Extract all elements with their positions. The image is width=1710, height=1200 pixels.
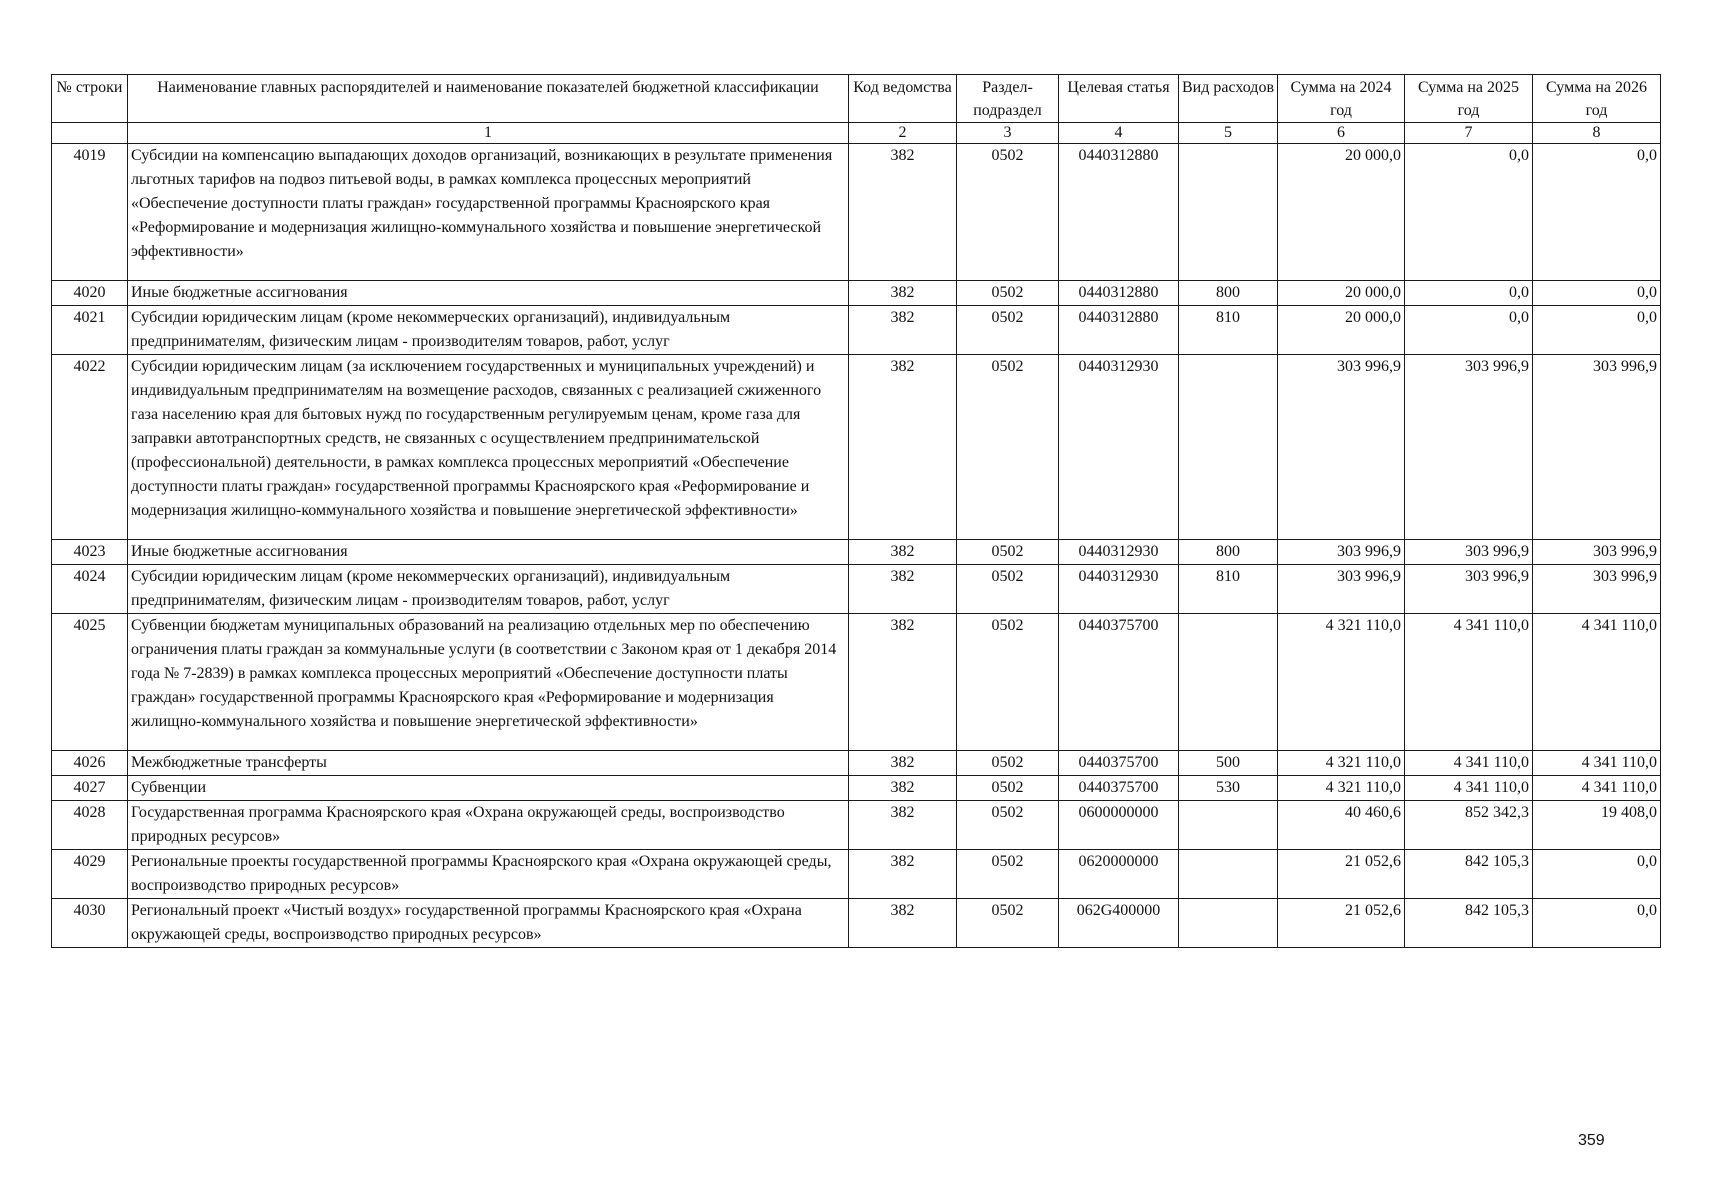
row-name: Региональный проект «Чистый воздух» государственной программы Красноярского края «Охрана окружающей среды, воспроизводство природных ресурсов» <box>128 899 849 948</box>
row-number: 4027 <box>52 776 128 801</box>
row-dept-code: 382 <box>849 281 957 306</box>
row-section: 0502 <box>957 355 1059 540</box>
row-dept-code: 382 <box>849 614 957 751</box>
row-name: Субсидии юридическим лицам (кроме некоммерческих организаций), индивидуальным предпринимателям, физическим лицам - производителям товаров, работ, услуг <box>128 565 849 614</box>
header-sum-2024: Сумма на 2024 год <box>1278 75 1405 123</box>
table-body <box>52 144 1661 948</box>
row-sum-2024: 303 996,9 <box>1278 355 1405 540</box>
row-dept-code: 382 <box>849 751 957 776</box>
table-row <box>52 565 1661 614</box>
row-sum-2026: 4 341 110,0 <box>1533 776 1661 801</box>
row-sum-2025: 4 341 110,0 <box>1405 614 1533 751</box>
row-section: 0502 <box>957 801 1059 850</box>
row-target: 0440312930 <box>1059 540 1179 565</box>
row-dept-code: 382 <box>849 565 957 614</box>
row-section: 0502 <box>957 306 1059 355</box>
column-number: 3 <box>957 123 1059 144</box>
row-expense-type <box>1179 144 1278 281</box>
row-section: 0502 <box>957 850 1059 899</box>
row-number: 4019 <box>52 144 128 281</box>
column-number: 2 <box>849 123 957 144</box>
row-number: 4026 <box>52 751 128 776</box>
row-section: 0502 <box>957 899 1059 948</box>
row-dept-code: 382 <box>849 306 957 355</box>
row-name: Иные бюджетные ассигнования <box>128 540 849 565</box>
row-target: 0600000000 <box>1059 801 1179 850</box>
table-row <box>52 850 1661 899</box>
row-target: 0440312880 <box>1059 281 1179 306</box>
row-target: 0440312930 <box>1059 355 1179 540</box>
column-number: 6 <box>1278 123 1405 144</box>
row-sum-2026: 303 996,9 <box>1533 565 1661 614</box>
header-dept-code: Код ведомства <box>849 75 957 123</box>
column-number: 1 <box>128 123 849 144</box>
cell-spacer <box>131 523 845 539</box>
row-sum-2026: 4 341 110,0 <box>1533 614 1661 751</box>
row-section: 0502 <box>957 565 1059 614</box>
row-sum-2025: 4 341 110,0 <box>1405 751 1533 776</box>
row-target: 0440312880 <box>1059 306 1179 355</box>
row-dept-code: 382 <box>849 540 957 565</box>
row-target: 0440312930 <box>1059 565 1179 614</box>
row-expense-type: 800 <box>1179 540 1278 565</box>
table-row <box>52 306 1661 355</box>
row-sum-2026: 0,0 <box>1533 281 1661 306</box>
row-expense-type: 800 <box>1179 281 1278 306</box>
row-expense-type: 530 <box>1179 776 1278 801</box>
row-sum-2025: 303 996,9 <box>1405 540 1533 565</box>
row-expense-type: 500 <box>1179 751 1278 776</box>
header-sum-2026: Сумма на 2026 год <box>1533 75 1661 123</box>
row-expense-type <box>1179 850 1278 899</box>
table-row <box>52 801 1661 850</box>
row-sum-2024: 303 996,9 <box>1278 565 1405 614</box>
table-row <box>52 776 1661 801</box>
row-section: 0502 <box>957 281 1059 306</box>
row-sum-2024: 21 052,6 <box>1278 899 1405 948</box>
page-number: 359 <box>1578 1132 1605 1149</box>
row-sum-2026: 0,0 <box>1533 144 1661 281</box>
header-row-no: № строки <box>52 75 128 123</box>
row-name: Государственная программа Красноярского края «Охрана окружающей среды, воспроизводство природных ресурсов» <box>128 801 849 850</box>
row-name: Региональные проекты государственной программы Красноярского края «Охрана окружающей среды, воспроизводство природных ресурсов» <box>128 850 849 899</box>
row-sum-2025: 0,0 <box>1405 281 1533 306</box>
row-sum-2024: 20 000,0 <box>1278 281 1405 306</box>
column-number: 8 <box>1533 123 1661 144</box>
row-dept-code: 382 <box>849 144 957 281</box>
row-dept-code: 382 <box>849 355 957 540</box>
header-target: Целевая статья <box>1059 75 1179 123</box>
budget-table <box>51 74 1661 948</box>
table-row <box>52 614 1661 751</box>
row-sum-2024: 303 996,9 <box>1278 540 1405 565</box>
row-target: 062G400000 <box>1059 899 1179 948</box>
row-name: Межбюджетные трансферты <box>128 751 849 776</box>
table-row <box>52 355 1661 540</box>
row-sum-2024: 20 000,0 <box>1278 306 1405 355</box>
header-expense-type: Вид расходов <box>1179 75 1278 123</box>
row-target: 0440375700 <box>1059 614 1179 751</box>
row-number: 4029 <box>52 850 128 899</box>
row-expense-type <box>1179 801 1278 850</box>
header-section: Раздел-подраздел <box>957 75 1059 123</box>
row-number: 4023 <box>52 540 128 565</box>
row-expense-type <box>1179 355 1278 540</box>
row-sum-2024: 20 000,0 <box>1278 144 1405 281</box>
row-section: 0502 <box>957 540 1059 565</box>
row-sum-2026: 0,0 <box>1533 850 1661 899</box>
row-sum-2025: 303 996,9 <box>1405 355 1533 540</box>
row-dept-code: 382 <box>849 776 957 801</box>
row-sum-2026: 303 996,9 <box>1533 540 1661 565</box>
row-sum-2024: 21 052,6 <box>1278 850 1405 899</box>
row-number: 4021 <box>52 306 128 355</box>
row-expense-type <box>1179 899 1278 948</box>
row-section: 0502 <box>957 144 1059 281</box>
column-number-row <box>52 123 1661 144</box>
row-expense-type: 810 <box>1179 565 1278 614</box>
row-sum-2025: 842 105,3 <box>1405 850 1533 899</box>
row-sum-2024: 4 321 110,0 <box>1278 614 1405 751</box>
row-sum-2025: 303 996,9 <box>1405 565 1533 614</box>
table-row <box>52 751 1661 776</box>
row-number: 4025 <box>52 614 128 751</box>
header-row <box>52 75 1661 123</box>
row-number: 4022 <box>52 355 128 540</box>
row-section: 0502 <box>957 776 1059 801</box>
row-target: 0620000000 <box>1059 850 1179 899</box>
row-sum-2025: 0,0 <box>1405 144 1533 281</box>
row-expense-type: 810 <box>1179 306 1278 355</box>
row-number: 4020 <box>52 281 128 306</box>
cell-spacer <box>131 734 845 750</box>
row-sum-2025: 842 105,3 <box>1405 899 1533 948</box>
column-number: 5 <box>1179 123 1278 144</box>
row-name: Субвенции бюджетам муниципальных образований на реализацию отдельных мер по обеспечению ограничения платы граждан за коммунальные услуги (в соответствии с Законом края от 1 декабря 2014 года № 7-2839) в рамках комплекса процессных мероприятий «Обеспечение доступности платы граждан» государственной программы Красноярского края «Реформирование и модернизация жилищно-коммунального хозяйства и повышение энергетической эффективности» <box>128 614 849 751</box>
row-sum-2024: 40 460,6 <box>1278 801 1405 850</box>
header-name: Наименование главных распорядителей и наименование показателей бюджетной классификации <box>128 75 849 123</box>
row-sum-2026: 0,0 <box>1533 899 1661 948</box>
header-sum-2025: Сумма на 2025 год <box>1405 75 1533 123</box>
row-number: 4028 <box>52 801 128 850</box>
row-target: 0440375700 <box>1059 751 1179 776</box>
row-name: Иные бюджетные ассигнования <box>128 281 849 306</box>
row-number: 4030 <box>52 899 128 948</box>
row-dept-code: 382 <box>849 801 957 850</box>
row-target: 0440312880 <box>1059 144 1179 281</box>
row-number: 4024 <box>52 565 128 614</box>
table-row <box>52 281 1661 306</box>
row-sum-2026: 19 408,0 <box>1533 801 1661 850</box>
row-sum-2026: 4 341 110,0 <box>1533 751 1661 776</box>
row-sum-2024: 4 321 110,0 <box>1278 751 1405 776</box>
row-sum-2025: 4 341 110,0 <box>1405 776 1533 801</box>
row-target: 0440375700 <box>1059 776 1179 801</box>
row-name: Субсидии юридическим лицам (кроме некоммерческих организаций), индивидуальным предпринимателям, физическим лицам - производителям товаров, работ, услуг <box>128 306 849 355</box>
row-section: 0502 <box>957 614 1059 751</box>
row-sum-2025: 852 342,3 <box>1405 801 1533 850</box>
column-number <box>52 123 128 144</box>
row-sum-2026: 0,0 <box>1533 306 1661 355</box>
row-dept-code: 382 <box>849 899 957 948</box>
row-expense-type <box>1179 614 1278 751</box>
row-sum-2025: 0,0 <box>1405 306 1533 355</box>
table-row <box>52 144 1661 281</box>
row-name: Субвенции <box>128 776 849 801</box>
row-section: 0502 <box>957 751 1059 776</box>
column-number: 7 <box>1405 123 1533 144</box>
row-name: Субсидии на компенсацию выпадающих доходов организаций, возникающих в результате применения льготных тарифов на подвоз питьевой воды, в рамках комплекса процессных мероприятий «Обеспечение доступности платы граждан» государственной программы Красноярского края «Реформирование и модернизация жилищно-коммунального хозяйства и повышение энергетической эффективности» <box>128 144 849 281</box>
cell-spacer <box>131 264 845 280</box>
column-number: 4 <box>1059 123 1179 144</box>
table-row <box>52 899 1661 948</box>
row-name: Субсидии юридическим лицам (за исключением государственных и муниципальных учреждений) и индивидуальным предпринимателям на возмещение расходов, связанных с реализацией сжиженного газа населению края для бытовых нужд по государственным регулируемым ценам, кроме газа для заправки автотранспортных средств, не связанных с осуществлением предпринимательской (профессиональной) деятельности, в рамках комплекса процессных мероприятий «Обеспечение доступности платы граждан» государственной программы Красноярского края «Реформирование и модернизация жилищно-коммунального хозяйства и повышение энергетической эффективности» <box>128 355 849 540</box>
row-dept-code: 382 <box>849 850 957 899</box>
row-sum-2026: 303 996,9 <box>1533 355 1661 540</box>
row-sum-2024: 4 321 110,0 <box>1278 776 1405 801</box>
table-row <box>52 540 1661 565</box>
